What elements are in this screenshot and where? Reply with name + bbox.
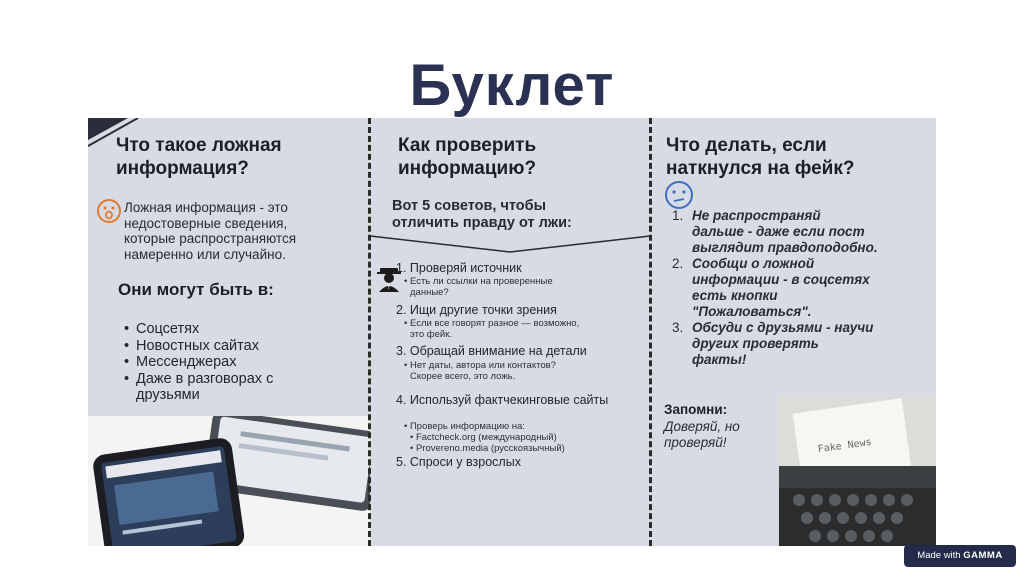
remember-label: Запомни: <box>664 402 728 417</box>
column-how-to-check <box>370 118 650 546</box>
typewriter-photo <box>779 396 936 546</box>
tip-2-sub: • Если все говорят разное — возможно, это фейк. <box>404 318 580 340</box>
ribbon-chevron-decoration <box>370 228 650 258</box>
col1-heading: Что такое ложная информация? <box>116 135 282 179</box>
definition-text: Ложная информация - это недостоверные сведения, которые распространяются намеренно или случайно. <box>124 200 297 262</box>
tip-5-title: 5. Спроси у взрослых <box>396 455 521 469</box>
col3-heading: Что делать, если наткнулся на фейк? <box>666 135 855 179</box>
phone-tablet-photo <box>88 416 370 546</box>
steps-list <box>672 208 932 368</box>
tip-1-title: 1. Проверяй источник <box>396 261 522 275</box>
places-list <box>122 321 312 404</box>
places-subheading: Они могут быть в: <box>118 280 274 299</box>
surprised-face-icon <box>96 198 122 224</box>
col2-heading: Как проверить информацию? <box>398 135 537 179</box>
paper-text: Fake News <box>817 436 873 456</box>
list-item: 3. Обсуди с друзьями - научи других проверять факты! <box>672 320 874 367</box>
tips-intro: Вот 5 советов, чтобы отличить правду от лжи: <box>392 198 572 231</box>
column-what-is-fake <box>88 118 370 546</box>
made-with-gamma-badge[interactable]: Made with GAMMA <box>904 545 1016 567</box>
list-item: 2. Сообщи о ложной информации - в соцсетях есть кнопки "Пожаловаться". <box>672 256 870 319</box>
tip-2-title: 2. Ищи другие точки зрения <box>396 303 557 317</box>
tip-3-sub: • Нет даты, автора или контактов? Скорее всего, это ложь. <box>404 360 556 382</box>
tip-3-title: 3. Обращай внимание на детали <box>396 344 587 358</box>
list-item: 1. Не распространяй дальше - даже если пост выглядит правдоподобно. <box>672 208 878 255</box>
tip-4-sub: • Проверь информацию на: • Factcheck.org (международный) • Provereno.media (русскоязычный) <box>404 421 565 454</box>
tip-1-sub: • Есть ли ссылки на проверенные данные? <box>404 276 553 298</box>
list-item: • Даже в разговорах с друзьями <box>122 371 312 404</box>
remember-text: Доверяй, но проверяй! <box>664 419 740 450</box>
list-item: • Новостных сайтах <box>122 338 312 355</box>
list-item: • Мессенджерах <box>122 354 312 371</box>
svg-text:?: ? <box>387 284 391 291</box>
booklet <box>88 118 936 546</box>
list-item: • Соцсетях <box>122 321 312 338</box>
slide-title: Буклет <box>409 53 615 118</box>
confused-face-icon <box>664 180 694 210</box>
tip-4-title: 4. Используй фактчекинговые сайты <box>396 393 609 407</box>
column-what-to-do <box>650 118 936 546</box>
